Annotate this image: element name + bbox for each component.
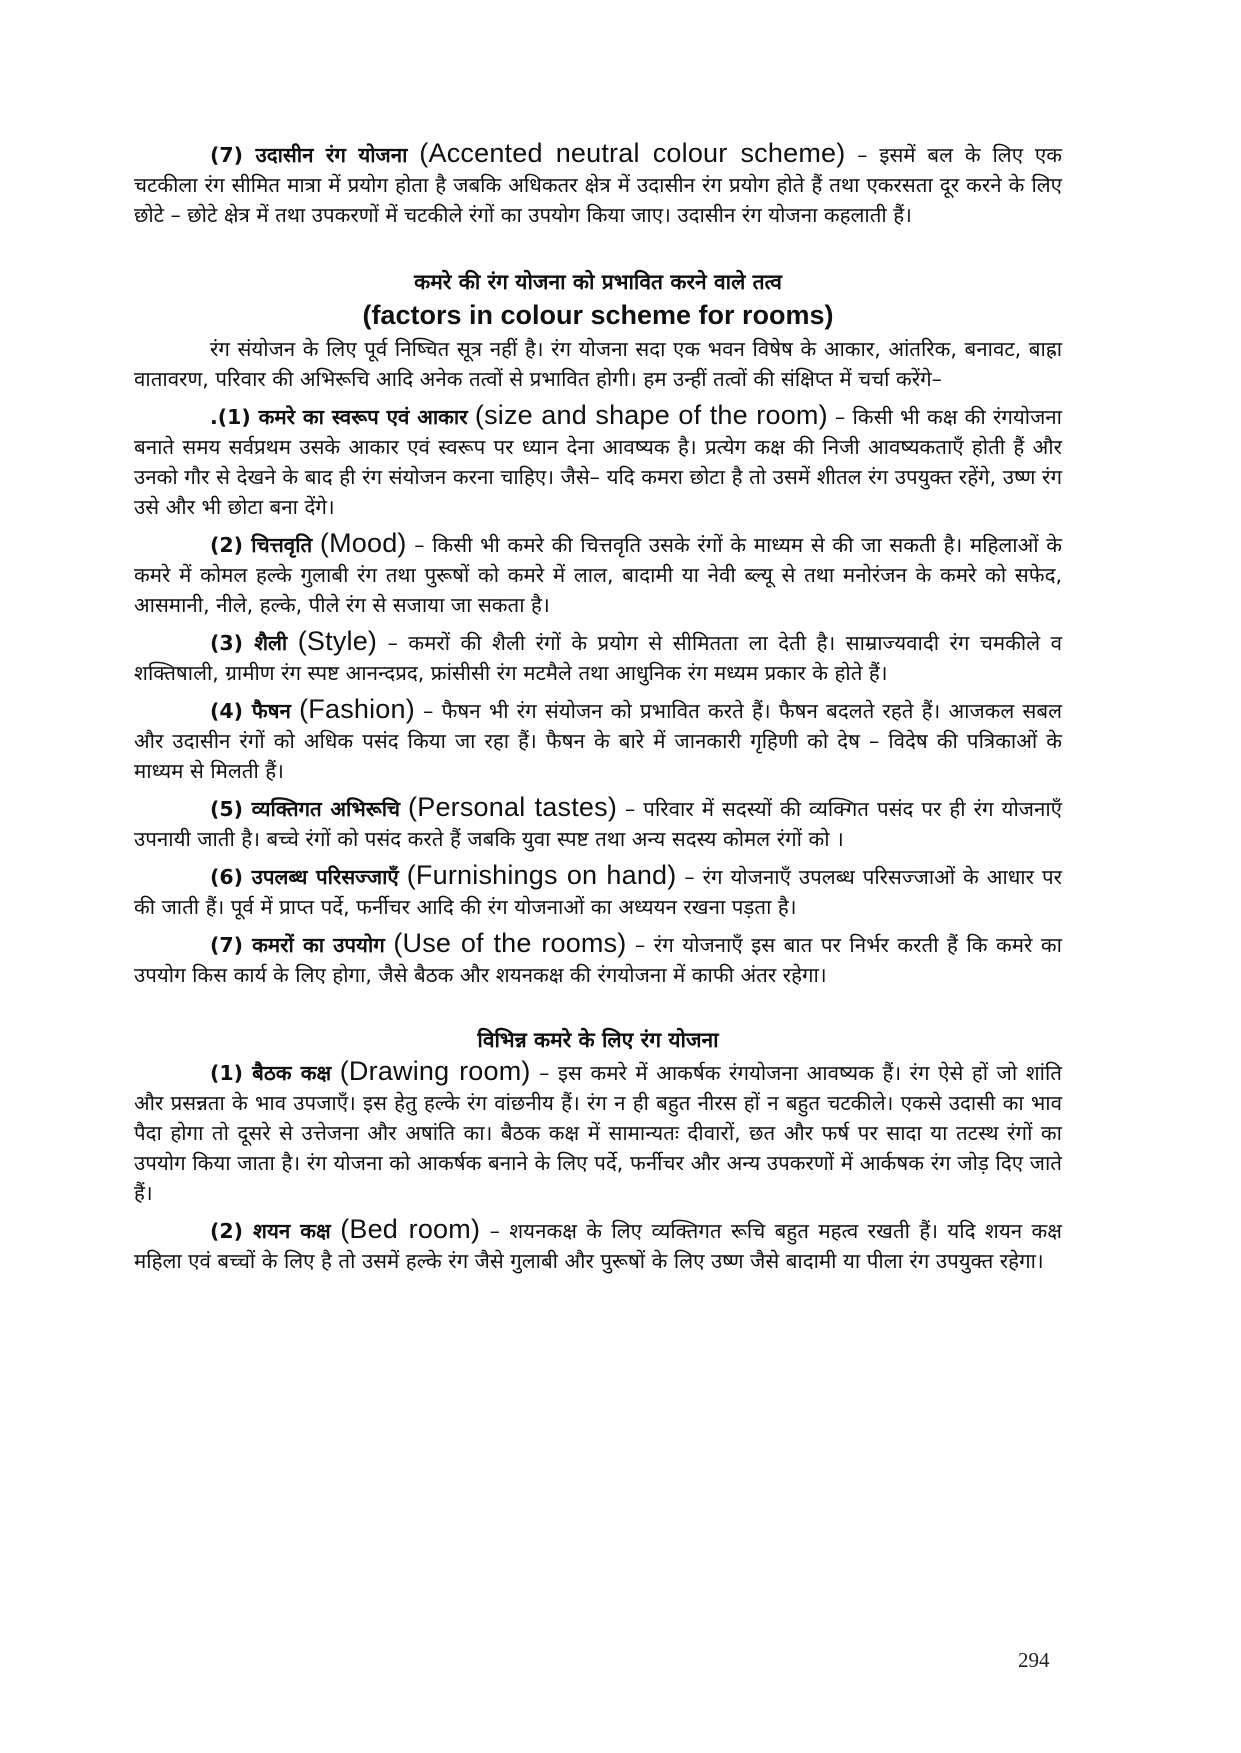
- factor-text: – परिवार में सदस्यों की व्यक्गित पसंद पर ही रंग योजनाएँ उपनायी जाती है। बच्चे रंगों को पसंद करते हैं जबकि युवा स्पष्ट तथा अन्य सदस्य कोमल रंगों को ।: [134, 797, 1062, 851]
- room-paragraph: [134, 1214, 1062, 1276]
- factor-lead-english: (Style): [297, 626, 378, 656]
- factor-lead-english: (Personal tastes): [408, 792, 618, 822]
- factor-lead-english: (Fashion): [299, 694, 415, 724]
- factor-text: – किसी भी कमरे की चित्तवृति उसके रंगों के माध्यम से की जा सकती है। महिलाओं के कमरे में कोमल हल्के गुलाबी रंग तथा पुरूषों को कमरे में लाल, बादामी या नेवी ब्ल्यू से तथा मनोरंजन के कमरे को सफेद, आसमानी, नीले, हल्के, पीले रंग से सजाया जा सकता है।: [134, 533, 1062, 617]
- factor-lead-hindi: (6) उपलब्ध परिसज्जाएँ: [210, 865, 399, 889]
- factor-lead-hindi: (3) शैली: [210, 631, 288, 655]
- intro-text: – इसमें बल के लिए एक चटकीला रंग सीमित मात्रा में प्रयोग होता है जबकि अधिकतर क्षेत्र में उदासीन रंग प्रयोग होते हैं तथा एकरसता दूर करने के लिए छोटे – छोटे क्षेत्र में तथा उपकरणों में चटकीले रंगों का उपयोग किया जाए। उदासीन रंग योजना कहलाती हैं।: [134, 143, 1062, 227]
- room-lead-english: (Bed room): [340, 1214, 481, 1244]
- section-spacer: [134, 996, 1062, 1024]
- section-spacer: [134, 236, 1062, 266]
- factor-lead-hindi: (5) व्यक्तिगत अभिरूचि: [210, 797, 401, 821]
- factor-text: – रंग योजनाएँ उपलब्ध परिसज्जाओं के आधार पर की जाती हैं। पूर्व में प्राप्त पर्दे, फर्नीचर आदि की रंग योजनाओं का अध्ययन रखना पड़ता है।: [134, 865, 1062, 919]
- factors-heading-english: (factors in colour scheme for rooms): [362, 300, 834, 330]
- factor-lead-hindi: .(1) कमरे का स्वरूप एवं आकार: [210, 405, 468, 429]
- factors-heading-hindi: कमरे की रंग योजना को प्रभावित करने वाले तत्व: [414, 270, 782, 294]
- factor-paragraph: [134, 694, 1062, 786]
- document-page: [134, 138, 1062, 1282]
- factor-paragraph: [134, 400, 1062, 522]
- factor-text: – रंग योजनाएँ इस बात पर निर्भर करती हैं कि कमरे का उपयोग किस कार्य के लिए होगा, जैसे बैठक और शयनकक्ष की रंगयोजना में काफी अंतर रहेगा।: [134, 933, 1062, 987]
- factor-paragraph: [134, 528, 1062, 620]
- factor-paragraph: [134, 792, 1062, 854]
- room-paragraph: [134, 1056, 1062, 1208]
- intro-lead-hindi: (7) उदासीन रंग योजना: [210, 143, 408, 167]
- room-lead-english: (Drawing room): [339, 1056, 531, 1086]
- factors-intro-paragraph: रंग संयोजन के लिए पूर्व निष्चित सूत्र नहीं है। रंग योजना सदा एक भवन विषेष के आकार, आंतरिक, बनावट, बाह्रा वातावरण, परिवार की अभिरूचि आदि अनेक तत्वों से प्रभावित होगी। हम उन्हीं तत्वों की संक्षिप्त में चर्चा करेंगे–: [134, 337, 1062, 391]
- intro-paragraph: [134, 138, 1062, 230]
- rooms-heading-hindi: विभिन्न कमरे के लिए रंग योजना: [477, 1028, 719, 1052]
- factor-lead-hindi: (2) चित्तवृति: [210, 533, 313, 557]
- factor-text: – किसी भी कक्ष की रंगयोजना बनाते समय सर्वप्रथम उसके आकार एवं स्वरूप पर ध्यान देना आवष्यक है। प्रत्येग कक्ष की निजी आवष्यकताएँ होती हैं और उनको गौर से देखने के बाद ही रंग संयोजन करना चाहिए। जैसे– यदि कमरा छोटा है तो उसमें शीतल रंग उपयुक्त रहेंगे, उष्ण रंग उसे और भी छोटा बना देंगे।: [134, 405, 1062, 519]
- factor-text: – कमरों की शैली रंगों के प्रयोग से सीमितता ला देती है। साम्राज्यवादी रंग चमकीले व शक्तिषाली, ग्रामीण रंग स्पष्ट आनन्दप्रद, फ्रांसीसी रंग मटमैले तथा आधुनिक रंग मध्यम प्रकार के होते हैं।: [134, 631, 1062, 685]
- factor-lead-english: (Use of the rooms): [393, 928, 627, 958]
- factor-lead-hindi: (7) कमरों का उपयोग: [210, 933, 385, 957]
- factor-lead-english: (size and shape of the room): [474, 400, 828, 430]
- factor-text: – फैषन भी रंग संयोजन को प्रभावित करते हैं। फैषन बदलते रहते हैं। आजकल सबल और उदासीन रंगों को अधिक पसंद किया जा रहा हैं। फैषन के बारे में जानकारी गृहिणी को देष – विदेष की पत्रिकाओं के माध्यम से मिलती हैं।: [134, 699, 1062, 783]
- room-lead-hindi: (1) बैठक कक्ष: [210, 1061, 332, 1085]
- intro-lead-english: (Accented neutral colour scheme): [419, 138, 846, 168]
- factor-lead-english: (Furnishings on hand): [406, 860, 677, 890]
- room-text: – इस कमरे में आकर्षक रंगयोजना आवष्यक हैं। रंग ऐसे हों जो शांति और प्रसन्नता के भाव उपजाएँ। इस हेतु हल्के रंग वांछनीय हैं। रंग न ही बहुत नीरस हों न बहुत चटकीले। एकसे उदासी का भाव पैदा होगा तो दूसरे से उत्तेजना और अषांति का। बैठक कक्ष में सामान्यतः दीवारों, छत और फर्ष पर सादा या तटस्थ रंगों का उपयोग किया जाता है। रंग योजना को आकर्षक बनाने के लिए पर्दे, फर्नीचर और अन्य उपकरणों में आर्कषक रंग जोड़ दिए जाते हैं।: [134, 1061, 1062, 1205]
- page-number: 294: [1018, 1648, 1050, 1672]
- factor-lead-hindi: (4) फैषन: [210, 699, 291, 723]
- factor-paragraph: [134, 860, 1062, 922]
- factor-lead-english: (Mood): [319, 528, 407, 558]
- room-text: – शयनकक्ष के लिए व्यक्तिगत रूचि बहुत महत्व रखती हैं। यदि शयन कक्ष महिला एवं बच्चों के लिए है तो उसमें हल्के रंग जैसे गुलाबी और पुरूषों के लिए उष्ण जैसे बादामी या पीला रंग उपयुक्त रहेगा।: [134, 1219, 1062, 1273]
- factor-paragraph: [134, 626, 1062, 688]
- room-lead-hindi: (2) शयन कक्ष: [210, 1219, 331, 1243]
- factor-paragraph: [134, 928, 1062, 990]
